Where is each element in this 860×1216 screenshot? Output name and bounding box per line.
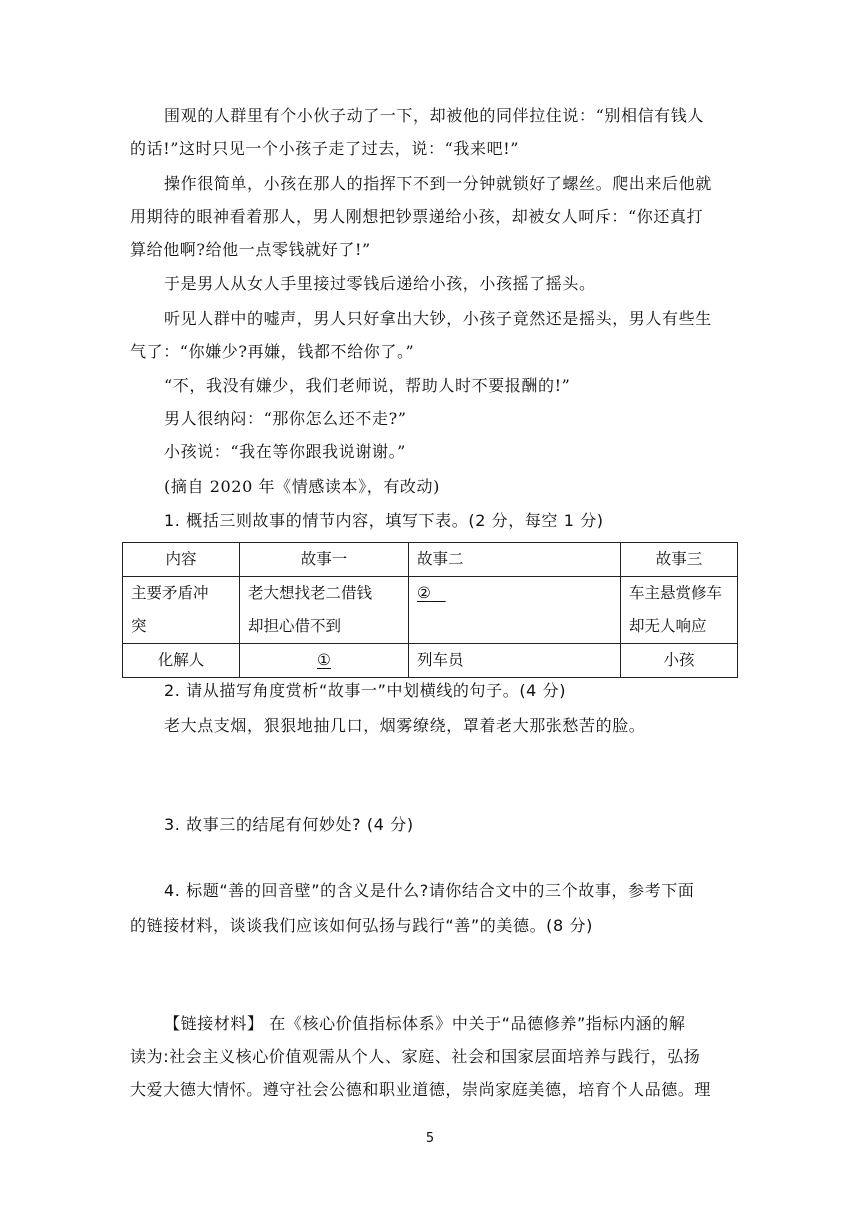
- table-cell: 化解人: [123, 644, 240, 678]
- paragraph-line: 围观的人群里有个小伙子动了一下，却被他的同伴拉住说：“别相信有钱人: [164, 106, 704, 125]
- table-row: [123, 577, 738, 644]
- paragraph-line: 的话!”这时只见一个小孩子走了过去，说：“我来吧!”: [130, 139, 519, 158]
- cell-line: 主要矛盾冲: [131, 584, 209, 602]
- paragraph-line: 用期待的眼神看着那人，男人刚想把钞票递给小孩，却被女人呵斥：“你还真打: [130, 207, 704, 226]
- blank-1: ①: [317, 651, 331, 669]
- table-row: [123, 644, 738, 678]
- paragraph-line: 于是男人从女人手里接过零钱后递给小孩，小孩摇了摇头。: [164, 274, 596, 293]
- quoted-sentence: 老大点支烟，狠狠地抽几口，烟雾缭绕，罩着老大那张愁苦的脸。: [164, 716, 646, 735]
- table-cell: 列车员: [409, 644, 621, 678]
- question-2: 2. 请从描写角度赏析“故事一”中划横线的句子。(4 分): [164, 681, 567, 700]
- table-cell: [240, 644, 409, 678]
- table-header-cell: 内容: [123, 543, 240, 577]
- story-summary-table: [122, 542, 738, 678]
- blank-2: ②: [417, 584, 431, 602]
- cell-line: 突: [131, 617, 147, 635]
- question-4: 4. 标题“善的回音壁”的含义是什么?请你结合文中的三个故事，参考下面: [164, 881, 695, 900]
- link-material-line: 【链接材料】 在《核心价值指标体系》中关于“品德修养”指标内涵的解: [164, 1014, 686, 1033]
- cell-line: 却担心借不到: [248, 617, 342, 635]
- question-3: 3. 故事三的结尾有何妙处? (4 分): [164, 815, 414, 834]
- table-header-cell: 故事三: [621, 543, 738, 577]
- paragraph-line: 小孩说：“我在等你跟我说谢谢。”: [164, 442, 406, 461]
- paragraph-line: 男人很纳闷：“那你怎么还不走?”: [164, 409, 407, 428]
- cell-line: 车主悬赏修车: [629, 584, 723, 602]
- paragraph-line: 气了：“你嫌少?再嫌，钱都不给你了。”: [130, 342, 415, 361]
- table-cell: [621, 577, 738, 644]
- table-header-row: [123, 543, 738, 577]
- table-cell: 小孩: [621, 644, 738, 678]
- paragraph-line: “不，我没有嫌少，我们老师说，帮助人时不要报酬的!”: [164, 376, 571, 395]
- paragraph-line: 算给他啊?给他一点零钱就好了!”: [130, 240, 371, 259]
- link-material-line: 大爱大德大情怀。遵守社会公德和职业道德，崇尚家庭美德，培育个人品德。理: [130, 1080, 712, 1099]
- paragraph-line: 听见人群中的嘘声，男人只好拿出大钞，小孩子竟然还是摇头，男人有些生: [164, 309, 712, 328]
- table-cell: [409, 577, 621, 644]
- source-note: (摘自 2020 年《情感读本》，有改动): [164, 477, 440, 496]
- question-4-cont: 的链接材料，谈谈我们应该如何弘扬与践行“善”的美德。(8 分): [130, 916, 593, 935]
- table-header-cell: 故事一: [240, 543, 409, 577]
- page-number: 5: [425, 1131, 435, 1146]
- paragraph-line: 操作很简单，小孩在那人的指挥下不到一分钟就锁好了螺丝。爬出来后他就: [164, 174, 712, 193]
- table-cell: [123, 577, 240, 644]
- table-header-cell: 故事二: [409, 543, 621, 577]
- table-cell: [240, 577, 409, 644]
- cell-line: 却无人响应: [629, 617, 707, 635]
- link-material-line: 读为:社会主义核心价值观需从个人、家庭、社会和国家层面培养与践行，弘扬: [130, 1047, 701, 1066]
- cell-line: 老大想找老二借钱: [248, 584, 373, 602]
- question-1: 1. 概括三则故事的情节内容，填写下表。(2 分，每空 1 分): [164, 511, 604, 530]
